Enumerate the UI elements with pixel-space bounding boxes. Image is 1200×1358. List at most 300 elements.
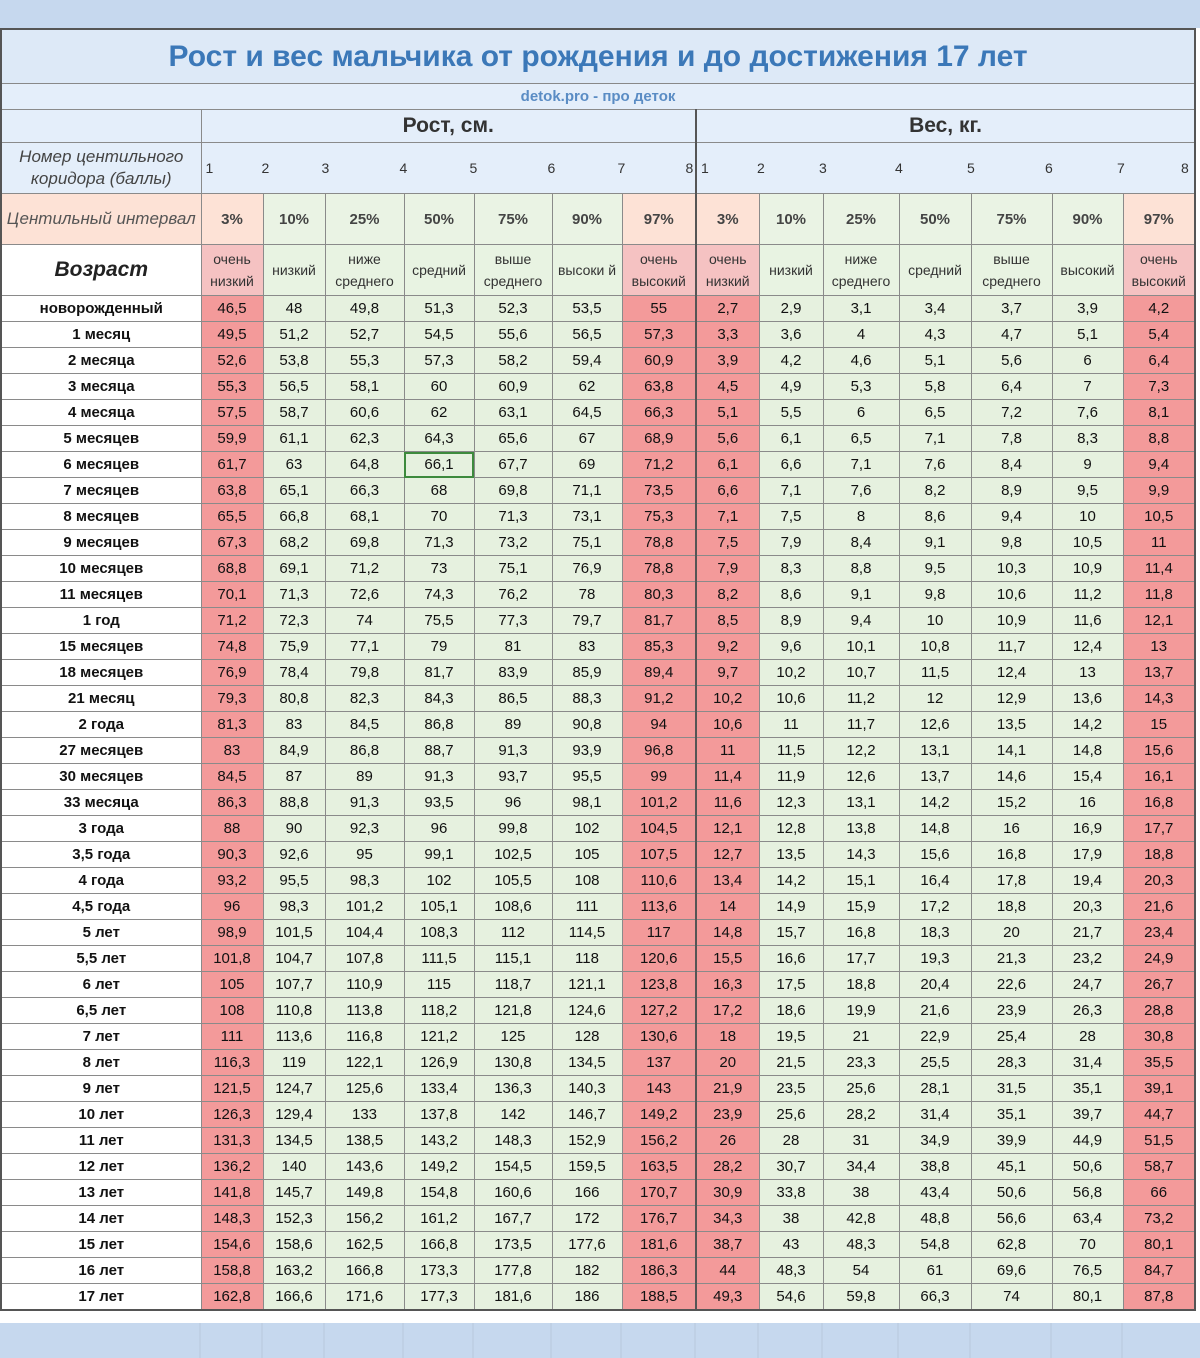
height-cell[interactable]: 71,2	[622, 452, 696, 478]
height-cell[interactable]: 177,8	[474, 1258, 552, 1284]
height-cell[interactable]: 84,3	[404, 686, 474, 712]
height-cell[interactable]: 173,3	[404, 1258, 474, 1284]
weight-cell[interactable]: 63,4	[1052, 1206, 1123, 1232]
weight-cell[interactable]: 14,8	[899, 816, 971, 842]
weight-cell[interactable]: 4,7	[971, 322, 1052, 348]
height-cell[interactable]: 110,8	[263, 998, 325, 1024]
height-cell[interactable]: 66,3	[325, 478, 404, 504]
height-cell[interactable]: 61,1	[263, 426, 325, 452]
weight-cell[interactable]: 6	[823, 400, 899, 426]
height-cell[interactable]: 166,8	[325, 1258, 404, 1284]
weight-cell[interactable]: 23,9	[696, 1102, 759, 1128]
weight-cell[interactable]: 19,4	[1052, 868, 1123, 894]
height-cell[interactable]: 88,8	[263, 790, 325, 816]
height-cell[interactable]: 99,8	[474, 816, 552, 842]
weight-cell[interactable]: 8	[823, 504, 899, 530]
weight-cell[interactable]: 2,9	[759, 296, 823, 322]
height-cell[interactable]: 64,5	[552, 400, 622, 426]
height-cell[interactable]: 67,3	[201, 530, 263, 556]
weight-cell[interactable]: 4,2	[759, 348, 823, 374]
weight-cell[interactable]: 3,6	[759, 322, 823, 348]
height-cell[interactable]: 73,5	[622, 478, 696, 504]
age-cell[interactable]: 5 месяцев	[1, 426, 201, 452]
height-cell[interactable]: 113,8	[325, 998, 404, 1024]
height-cell[interactable]: 53,8	[263, 348, 325, 374]
height-cell[interactable]: 81,3	[201, 712, 263, 738]
height-cell[interactable]: 92,3	[325, 816, 404, 842]
age-cell[interactable]: 6 лет	[1, 972, 201, 998]
height-cell[interactable]: 102,5	[474, 842, 552, 868]
height-cell[interactable]: 85,9	[552, 660, 622, 686]
age-cell[interactable]: 10 лет	[1, 1102, 201, 1128]
height-cell[interactable]: 158,8	[201, 1258, 263, 1284]
height-cell[interactable]: 74,8	[201, 634, 263, 660]
height-cell[interactable]: 138,5	[325, 1128, 404, 1154]
height-cell[interactable]: 76,9	[552, 556, 622, 582]
weight-cell[interactable]: 5,8	[899, 374, 971, 400]
height-cell[interactable]: 92,6	[263, 842, 325, 868]
weight-cell[interactable]: 5,4	[1123, 322, 1195, 348]
weight-cell[interactable]: 54	[823, 1258, 899, 1284]
weight-cell[interactable]: 7,9	[696, 556, 759, 582]
height-cell[interactable]: 68,9	[622, 426, 696, 452]
height-cell[interactable]: 140	[263, 1154, 325, 1180]
height-cell[interactable]: 170,7	[622, 1180, 696, 1206]
height-cell[interactable]: 60,9	[622, 348, 696, 374]
weight-cell[interactable]: 48,8	[899, 1206, 971, 1232]
weight-cell[interactable]: 7,1	[696, 504, 759, 530]
weight-cell[interactable]: 38	[823, 1180, 899, 1206]
height-cell[interactable]: 62,3	[325, 426, 404, 452]
height-cell[interactable]: 177,3	[404, 1284, 474, 1311]
height-cell[interactable]: 130,6	[622, 1024, 696, 1050]
age-cell[interactable]: 11 лет	[1, 1128, 201, 1154]
height-cell[interactable]: 95,5	[552, 764, 622, 790]
height-cell[interactable]: 74,3	[404, 582, 474, 608]
weight-cell[interactable]: 31	[823, 1128, 899, 1154]
weight-cell[interactable]: 5,6	[696, 426, 759, 452]
height-cell[interactable]: 58,7	[263, 400, 325, 426]
weight-cell[interactable]: 20	[696, 1050, 759, 1076]
age-cell[interactable]: 8 месяцев	[1, 504, 201, 530]
weight-cell[interactable]: 14,8	[696, 920, 759, 946]
weight-cell[interactable]: 8,6	[759, 582, 823, 608]
height-cell[interactable]: 99	[622, 764, 696, 790]
height-cell[interactable]: 137	[622, 1050, 696, 1076]
weight-cell[interactable]: 20,3	[1052, 894, 1123, 920]
height-cell[interactable]: 111	[201, 1024, 263, 1050]
height-cell[interactable]: 68,8	[201, 556, 263, 582]
height-cell[interactable]: 66,8	[263, 504, 325, 530]
weight-cell[interactable]: 44,7	[1123, 1102, 1195, 1128]
weight-cell[interactable]: 23,9	[971, 998, 1052, 1024]
height-cell[interactable]: 120,6	[622, 946, 696, 972]
height-cell[interactable]: 55,6	[474, 322, 552, 348]
weight-cell[interactable]: 48,3	[823, 1232, 899, 1258]
weight-cell[interactable]: 12,8	[759, 816, 823, 842]
weight-cell[interactable]: 16	[1052, 790, 1123, 816]
height-cell[interactable]: 104,7	[263, 946, 325, 972]
height-cell[interactable]: 75,5	[404, 608, 474, 634]
age-cell[interactable]: 4,5 года	[1, 894, 201, 920]
weight-cell[interactable]: 11,8	[1123, 582, 1195, 608]
height-cell[interactable]: 116,8	[325, 1024, 404, 1050]
height-cell[interactable]: 115,1	[474, 946, 552, 972]
weight-cell[interactable]: 23,2	[1052, 946, 1123, 972]
weight-cell[interactable]: 14,3	[823, 842, 899, 868]
weight-cell[interactable]: 69,6	[971, 1258, 1052, 1284]
weight-cell[interactable]: 48,3	[759, 1258, 823, 1284]
weight-cell[interactable]: 42,8	[823, 1206, 899, 1232]
weight-cell[interactable]: 20	[971, 920, 1052, 946]
height-cell[interactable]: 93,5	[404, 790, 474, 816]
weight-cell[interactable]: 17,5	[759, 972, 823, 998]
height-cell[interactable]: 163,2	[263, 1258, 325, 1284]
height-cell[interactable]: 57,3	[622, 322, 696, 348]
height-cell[interactable]: 93,7	[474, 764, 552, 790]
height-cell[interactable]: 160,6	[474, 1180, 552, 1206]
age-cell[interactable]: 7 месяцев	[1, 478, 201, 504]
height-cell[interactable]: 152,9	[552, 1128, 622, 1154]
height-cell[interactable]: 143,2	[404, 1128, 474, 1154]
height-cell[interactable]: 152,3	[263, 1206, 325, 1232]
height-cell[interactable]: 64,3	[404, 426, 474, 452]
weight-cell[interactable]: 8,9	[759, 608, 823, 634]
height-cell[interactable]: 84,5	[201, 764, 263, 790]
weight-cell[interactable]: 5,6	[971, 348, 1052, 374]
weight-cell[interactable]: 15,2	[971, 790, 1052, 816]
height-cell[interactable]: 89,4	[622, 660, 696, 686]
height-cell[interactable]: 86,8	[325, 738, 404, 764]
age-cell[interactable]: 30 месяцев	[1, 764, 201, 790]
height-cell[interactable]: 125	[474, 1024, 552, 1050]
weight-cell[interactable]: 7,3	[1123, 374, 1195, 400]
weight-cell[interactable]: 14,6	[971, 764, 1052, 790]
height-cell[interactable]: 111	[552, 894, 622, 920]
weight-cell[interactable]: 9,5	[1052, 478, 1123, 504]
weight-cell[interactable]: 23,4	[1123, 920, 1195, 946]
weight-cell[interactable]: 7,1	[759, 478, 823, 504]
height-cell[interactable]: 79,3	[201, 686, 263, 712]
height-cell[interactable]: 162,5	[325, 1232, 404, 1258]
height-cell[interactable]: 79	[404, 634, 474, 660]
weight-cell[interactable]: 35,5	[1123, 1050, 1195, 1076]
height-cell[interactable]: 72,6	[325, 582, 404, 608]
height-cell[interactable]: 83	[552, 634, 622, 660]
weight-cell[interactable]: 31,5	[971, 1076, 1052, 1102]
weight-cell[interactable]: 11,7	[823, 712, 899, 738]
weight-cell[interactable]: 12	[899, 686, 971, 712]
weight-cell[interactable]: 23,3	[823, 1050, 899, 1076]
weight-cell[interactable]: 30,7	[759, 1154, 823, 1180]
weight-cell[interactable]: 9,4	[823, 608, 899, 634]
weight-cell[interactable]: 61	[899, 1258, 971, 1284]
weight-cell[interactable]: 18,8	[1123, 842, 1195, 868]
weight-cell[interactable]: 3,1	[823, 296, 899, 322]
height-cell[interactable]: 55	[622, 296, 696, 322]
weight-cell[interactable]: 24,7	[1052, 972, 1123, 998]
height-cell[interactable]: 90,8	[552, 712, 622, 738]
weight-cell[interactable]: 14,2	[759, 868, 823, 894]
height-cell[interactable]: 65,1	[263, 478, 325, 504]
height-cell[interactable]: 52,3	[474, 296, 552, 322]
weight-cell[interactable]: 13,6	[1052, 686, 1123, 712]
height-cell[interactable]: 166	[552, 1180, 622, 1206]
weight-cell[interactable]: 4,3	[899, 322, 971, 348]
height-cell[interactable]: 68	[404, 478, 474, 504]
weight-cell[interactable]: 76,5	[1052, 1258, 1123, 1284]
height-cell[interactable]: 83	[201, 738, 263, 764]
height-cell[interactable]: 49,8	[325, 296, 404, 322]
age-cell[interactable]: 4 месяца	[1, 400, 201, 426]
weight-cell[interactable]: 18	[696, 1024, 759, 1050]
height-cell[interactable]: 107,8	[325, 946, 404, 972]
weight-cell[interactable]: 7,6	[1052, 400, 1123, 426]
age-cell[interactable]: 14 лет	[1, 1206, 201, 1232]
height-cell[interactable]: 105,5	[474, 868, 552, 894]
weight-cell[interactable]: 19,3	[899, 946, 971, 972]
height-cell[interactable]: 118,7	[474, 972, 552, 998]
age-cell[interactable]: 1 год	[1, 608, 201, 634]
age-cell[interactable]: 5,5 лет	[1, 946, 201, 972]
weight-cell[interactable]: 51,5	[1123, 1128, 1195, 1154]
weight-cell[interactable]: 21,7	[1052, 920, 1123, 946]
weight-cell[interactable]: 11,4	[696, 764, 759, 790]
height-cell[interactable]: 68,2	[263, 530, 325, 556]
height-cell[interactable]: 121,1	[552, 972, 622, 998]
weight-cell[interactable]: 80,1	[1052, 1284, 1123, 1311]
weight-cell[interactable]: 9,4	[971, 504, 1052, 530]
height-cell[interactable]: 63	[263, 452, 325, 478]
weight-cell[interactable]: 4	[823, 322, 899, 348]
weight-cell[interactable]: 10,6	[759, 686, 823, 712]
weight-cell[interactable]: 21,6	[899, 998, 971, 1024]
weight-cell[interactable]: 3,3	[696, 322, 759, 348]
weight-cell[interactable]: 15,6	[1123, 738, 1195, 764]
height-cell[interactable]: 63,1	[474, 400, 552, 426]
height-cell[interactable]: 56,5	[263, 374, 325, 400]
weight-cell[interactable]: 11,5	[899, 660, 971, 686]
height-cell[interactable]: 161,2	[404, 1206, 474, 1232]
weight-cell[interactable]: 56,8	[1052, 1180, 1123, 1206]
age-cell[interactable]: 9 лет	[1, 1076, 201, 1102]
height-cell[interactable]: 66,3	[622, 400, 696, 426]
height-cell[interactable]: 58,2	[474, 348, 552, 374]
weight-cell[interactable]: 9,1	[823, 582, 899, 608]
height-cell[interactable]: 104,4	[325, 920, 404, 946]
height-cell[interactable]: 89	[325, 764, 404, 790]
age-cell[interactable]: 12 лет	[1, 1154, 201, 1180]
weight-cell[interactable]: 16,4	[899, 868, 971, 894]
age-cell[interactable]: 7 лет	[1, 1024, 201, 1050]
height-cell[interactable]: 95,5	[263, 868, 325, 894]
weight-cell[interactable]: 13,7	[899, 764, 971, 790]
weight-cell[interactable]: 73,2	[1123, 1206, 1195, 1232]
weight-cell[interactable]: 12,4	[971, 660, 1052, 686]
height-cell[interactable]: 107,7	[263, 972, 325, 998]
age-cell[interactable]: 33 месяца	[1, 790, 201, 816]
weight-cell[interactable]: 10,5	[1123, 504, 1195, 530]
height-cell[interactable]: 107,5	[622, 842, 696, 868]
height-cell[interactable]: 60,6	[325, 400, 404, 426]
height-cell[interactable]: 131,3	[201, 1128, 263, 1154]
height-cell[interactable]: 116,3	[201, 1050, 263, 1076]
weight-cell[interactable]: 50,6	[971, 1180, 1052, 1206]
weight-cell[interactable]: 11	[759, 712, 823, 738]
weight-cell[interactable]: 11,7	[971, 634, 1052, 660]
weight-cell[interactable]: 62,8	[971, 1232, 1052, 1258]
height-cell[interactable]: 60,9	[474, 374, 552, 400]
weight-cell[interactable]: 16,9	[1052, 816, 1123, 842]
weight-cell[interactable]: 8,2	[899, 478, 971, 504]
height-cell[interactable]: 69,8	[474, 478, 552, 504]
height-cell[interactable]: 72,3	[263, 608, 325, 634]
height-cell[interactable]: 88	[201, 816, 263, 842]
weight-cell[interactable]: 22,9	[899, 1024, 971, 1050]
weight-cell[interactable]: 13,4	[696, 868, 759, 894]
height-cell[interactable]: 133	[325, 1102, 404, 1128]
height-cell[interactable]: 75,1	[474, 556, 552, 582]
weight-cell[interactable]: 15,1	[823, 868, 899, 894]
height-cell[interactable]: 80,8	[263, 686, 325, 712]
height-cell[interactable]: 71,1	[552, 478, 622, 504]
weight-cell[interactable]: 11,2	[1052, 582, 1123, 608]
age-cell[interactable]: 15 лет	[1, 1232, 201, 1258]
height-cell[interactable]: 133,4	[404, 1076, 474, 1102]
weight-cell[interactable]: 5,1	[696, 400, 759, 426]
height-cell[interactable]: 145,7	[263, 1180, 325, 1206]
height-cell[interactable]: 75,9	[263, 634, 325, 660]
height-cell[interactable]: 63,8	[201, 478, 263, 504]
weight-cell[interactable]: 18,8	[971, 894, 1052, 920]
weight-cell[interactable]: 10,5	[1052, 530, 1123, 556]
weight-cell[interactable]: 15,7	[759, 920, 823, 946]
weight-cell[interactable]: 6	[1052, 348, 1123, 374]
height-cell[interactable]: 136,3	[474, 1076, 552, 1102]
height-cell[interactable]: 108,3	[404, 920, 474, 946]
weight-cell[interactable]: 14,1	[971, 738, 1052, 764]
weight-cell[interactable]: 10,6	[971, 582, 1052, 608]
weight-cell[interactable]: 28	[759, 1128, 823, 1154]
weight-cell[interactable]: 16,8	[1123, 790, 1195, 816]
height-cell[interactable]: 134,5	[552, 1050, 622, 1076]
height-cell[interactable]: 159,5	[552, 1154, 622, 1180]
height-cell[interactable]: 98,9	[201, 920, 263, 946]
weight-cell[interactable]: 8,1	[1123, 400, 1195, 426]
weight-cell[interactable]: 54,8	[899, 1232, 971, 1258]
weight-cell[interactable]: 16,3	[696, 972, 759, 998]
height-cell[interactable]: 142	[474, 1102, 552, 1128]
weight-cell[interactable]: 6,6	[696, 478, 759, 504]
height-cell[interactable]: 94	[622, 712, 696, 738]
age-cell[interactable]: 16 лет	[1, 1258, 201, 1284]
weight-cell[interactable]: 14	[696, 894, 759, 920]
height-cell[interactable]: 119	[263, 1050, 325, 1076]
weight-cell[interactable]: 25,6	[759, 1102, 823, 1128]
height-cell[interactable]: 71,3	[404, 530, 474, 556]
height-cell[interactable]: 154,5	[474, 1154, 552, 1180]
weight-cell[interactable]: 3,4	[899, 296, 971, 322]
height-cell[interactable]: 101,8	[201, 946, 263, 972]
height-cell[interactable]: 172	[552, 1206, 622, 1232]
age-cell[interactable]: 10 месяцев	[1, 556, 201, 582]
weight-cell[interactable]: 7	[1052, 374, 1123, 400]
weight-cell[interactable]: 10,3	[971, 556, 1052, 582]
weight-cell[interactable]: 25,4	[971, 1024, 1052, 1050]
height-cell[interactable]: 53,5	[552, 296, 622, 322]
weight-cell[interactable]: 17,7	[823, 946, 899, 972]
weight-cell[interactable]: 18,3	[899, 920, 971, 946]
height-cell[interactable]: 78,8	[622, 556, 696, 582]
height-cell[interactable]: 51,2	[263, 322, 325, 348]
weight-cell[interactable]: 11,2	[823, 686, 899, 712]
height-cell[interactable]: 181,6	[622, 1232, 696, 1258]
height-cell[interactable]: 73,1	[552, 504, 622, 530]
weight-cell[interactable]: 34,9	[899, 1128, 971, 1154]
height-cell[interactable]: 124,7	[263, 1076, 325, 1102]
weight-cell[interactable]: 6,4	[1123, 348, 1195, 374]
weight-cell[interactable]: 7,1	[823, 452, 899, 478]
age-cell[interactable]: новорожденный	[1, 296, 201, 322]
height-cell[interactable]: 62	[404, 400, 474, 426]
height-cell[interactable]: 63,8	[622, 374, 696, 400]
weight-cell[interactable]: 9,9	[1123, 478, 1195, 504]
age-cell[interactable]: 2 месяца	[1, 348, 201, 374]
height-cell[interactable]: 91,2	[622, 686, 696, 712]
age-cell[interactable]: 17 лет	[1, 1284, 201, 1311]
weight-cell[interactable]: 9,5	[899, 556, 971, 582]
weight-cell[interactable]: 14,8	[1052, 738, 1123, 764]
weight-cell[interactable]: 21,3	[971, 946, 1052, 972]
height-cell[interactable]: 143	[622, 1076, 696, 1102]
weight-cell[interactable]: 54,6	[759, 1284, 823, 1311]
height-cell[interactable]: 167,7	[474, 1206, 552, 1232]
weight-cell[interactable]: 5,3	[823, 374, 899, 400]
weight-cell[interactable]: 38	[759, 1206, 823, 1232]
weight-cell[interactable]: 13,5	[971, 712, 1052, 738]
height-cell[interactable]: 126,3	[201, 1102, 263, 1128]
weight-cell[interactable]: 21,9	[696, 1076, 759, 1102]
height-cell[interactable]: 105	[552, 842, 622, 868]
weight-cell[interactable]: 15,5	[696, 946, 759, 972]
height-cell[interactable]: 86,8	[404, 712, 474, 738]
weight-cell[interactable]: 5,1	[899, 348, 971, 374]
weight-cell[interactable]: 2,7	[696, 296, 759, 322]
weight-cell[interactable]: 87,8	[1123, 1284, 1195, 1311]
weight-cell[interactable]: 6,1	[696, 452, 759, 478]
height-cell[interactable]: 93,9	[552, 738, 622, 764]
height-cell[interactable]: 136,2	[201, 1154, 263, 1180]
weight-cell[interactable]: 44,9	[1052, 1128, 1123, 1154]
height-cell[interactable]: 85,3	[622, 634, 696, 660]
height-cell[interactable]: 84,9	[263, 738, 325, 764]
weight-cell[interactable]: 59,8	[823, 1284, 899, 1311]
height-cell[interactable]: 80,3	[622, 582, 696, 608]
height-cell[interactable]: 98,3	[263, 894, 325, 920]
height-cell[interactable]: 134,5	[263, 1128, 325, 1154]
height-cell[interactable]: 140,3	[552, 1076, 622, 1102]
height-cell[interactable]: 93,2	[201, 868, 263, 894]
weight-cell[interactable]: 10,9	[971, 608, 1052, 634]
weight-cell[interactable]: 10	[899, 608, 971, 634]
height-cell[interactable]: 121,8	[474, 998, 552, 1024]
weight-cell[interactable]: 50,6	[1052, 1154, 1123, 1180]
weight-cell[interactable]: 13	[1052, 660, 1123, 686]
height-cell[interactable]: 108	[201, 998, 263, 1024]
weight-cell[interactable]: 9,1	[899, 530, 971, 556]
weight-cell[interactable]: 43	[759, 1232, 823, 1258]
weight-cell[interactable]: 25,5	[899, 1050, 971, 1076]
